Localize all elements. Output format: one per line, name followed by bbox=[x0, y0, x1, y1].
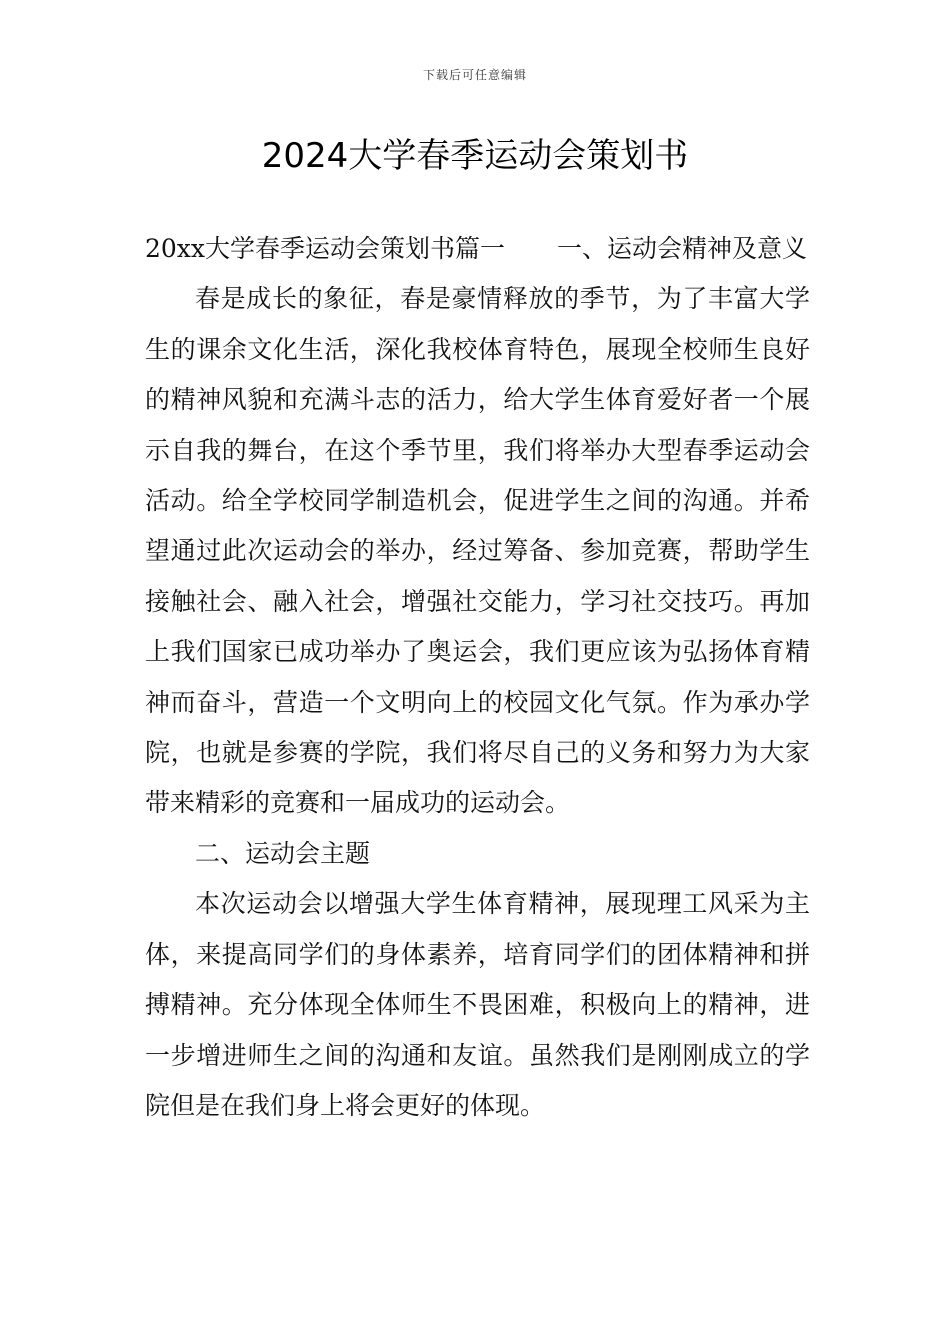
paragraph-spirit: 春是成长的象征，春是豪情释放的季节，为了丰富大学生的课余文化生活，深化我校体育特色，展现全校师生良好的精神风貌和充满斗志的活力，给大学生体育爱好者一个展示自我的舞台，在这个季节里，我们将举办大型春季运动会活动。给全学校同学制造机会，促进学生之间的沟通。并希望通过此次运动会的举办，经过筹备、参加竞赛，帮助学生接触社会、融入社会，增强社交能力，学习社交技巧。再加上我们国家已成功举办了奥运会，我们更应该为弘扬体育精神而奋斗，营造一个文明向上的校园文化气氛。作为承办学院，也就是参赛的学院，我们将尽自己的义务和努力为大家带来精彩的竞赛和一届成功的运动会。 bbox=[145, 284, 810, 818]
section-heading-1: 一、运动会精神及意义 bbox=[557, 234, 808, 263]
section-heading-2: 二、运动会主题 bbox=[195, 838, 371, 868]
document-title: 2024大学春季运动会策划书 bbox=[261, 136, 689, 176]
paragraph-theme: 本次运动会以增强大学生体育精神，展现理工风采为主体，来提高同学们的身体素养，培育同学们的团体精神和拼搏精神。充分体现全体师生不畏困难，积极向上的精神，进一步增进师生之间的沟通和友谊。虽然我们是刚刚成立的学院但是在我们身上将会更好的体现。 bbox=[145, 889, 810, 1120]
document-body bbox=[145, 224, 810, 1131]
header-note: 下载后可任意编辑 bbox=[422, 68, 527, 82]
intro-paragraph bbox=[145, 224, 810, 274]
intro-heading: 20xx大学春季运动会策划书篇一 bbox=[145, 234, 506, 263]
